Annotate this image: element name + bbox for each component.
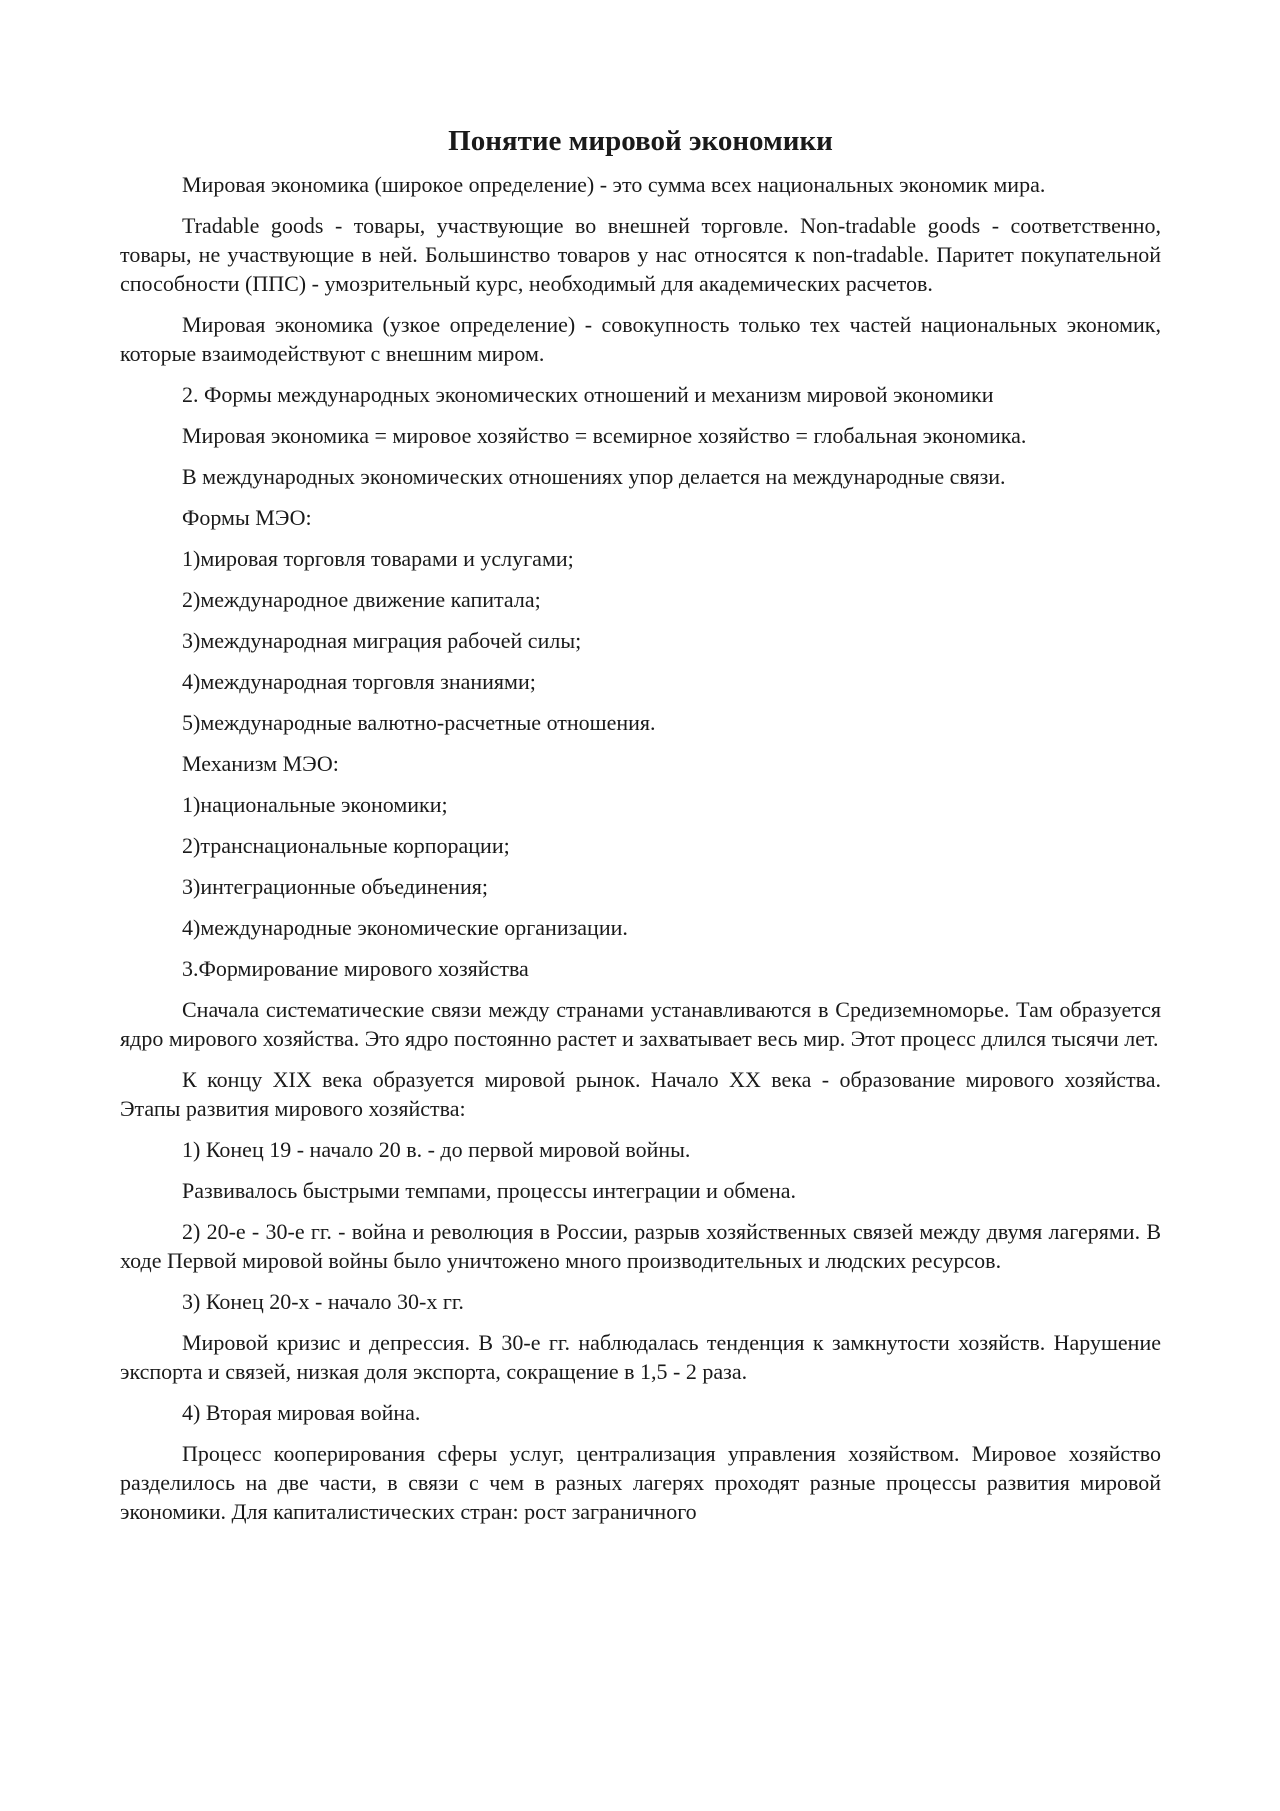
paragraph-world-economy-narrow: Мировая экономика (узкое определение) - совокупность только тех частей национальных экономик, которые взаимодействуют с внешним миром. [120, 312, 1161, 366]
paragraph-tradable-goods: Tradable goods - товары, участвующие во внешней торговле. Non-tradable goods - соответственно, товары, не участвующие в ней. Большинство товаров у нас относятся к non-tradable. Паритет покупательной способности (ППС) - умозрительный курс, необходимый для академических расчетов. [120, 213, 1161, 296]
document-title: Понятие мировой экономики [448, 125, 833, 157]
list-item: 1)мировая торговля товарами и услугами; [182, 546, 574, 571]
list-heading-forms: Формы МЭО: [182, 505, 312, 530]
list-item: 5)международные валютно-расчетные отношения. [182, 710, 656, 735]
stage-heading-4: 4) Вторая мировая война. [182, 1400, 421, 1425]
paragraph-equivalence: Мировая экономика = мировое хозяйство = всемирное хозяйство = глобальная экономика. [182, 423, 1027, 448]
stage-heading-1: 1) Конец 19 - начало 20 в. - до первой мировой войны. [182, 1137, 691, 1162]
list-item: 1)национальные экономики; [182, 792, 448, 817]
paragraph-world-market: К концу XIX века образуется мировой рынок. Начало XX века - образование мирового хозяйства. Этапы развития мирового хозяйства: [120, 1067, 1161, 1121]
stage-description-3: Мировой кризис и депрессия. В 30-е гг. наблюдалась тенденция к замкнутости хозяйств. Нарушение экспорта и связей, низкая доля экспорта, сокращение в 1,5 - 2 раза. [120, 1330, 1161, 1384]
section-heading-formation: 3.Формирование мирового хозяйства [182, 956, 529, 981]
list-item: 3)интеграционные объединения; [182, 874, 488, 899]
stage-heading-2: 2) 20-е - 30-е гг. - война и революция в России, разрыв хозяйственных связей между двумя лагерями. В ходе Первой мировой войны было уничтожено много производительных и людских ресурсов. [120, 1219, 1161, 1273]
paragraph-mediterranean: Сначала систематические связи между странами устанавливаются в Средиземноморье. Там образуется ядро мирового хозяйства. Это ядро постоянно растет и захватывает весь мир. Этот процесс длился тысячи лет. [120, 997, 1161, 1051]
document-page [120, 122, 1161, 1538]
list-item: 4)международные экономические организации. [182, 915, 628, 940]
paragraph-world-economy-broad: Мировая экономика (широкое определение) - это сумма всех национальных экономик мира. [182, 172, 1046, 197]
list-item: 3)международная миграция рабочей силы; [182, 628, 582, 653]
list-item: 4)международная торговля знаниями; [182, 669, 536, 694]
section-heading-forms: 2. Формы международных экономических отношений и механизм мировой экономики [182, 382, 994, 407]
list-heading-mechanism: Механизм МЭО: [182, 751, 339, 776]
stage-description-1: Развивалось быстрыми темпами, процессы интеграции и обмена. [182, 1178, 797, 1203]
stage-heading-3: 3) Конец 20-х - начало 30-х гг. [182, 1289, 464, 1314]
stage-description-4: Процесс кооперирования сферы услуг, централизация управления хозяйством. Мировое хозяйство разделилось на две части, в связи с чем в разных лагерях проходят разные процессы развития мировой экономики. Для капиталистических стран: рост заграничного [120, 1441, 1161, 1524]
paragraph-international-ties: В международных экономических отношениях упор делается на международные связи. [182, 464, 1006, 489]
list-item: 2)транснациональные корпорации; [182, 833, 510, 858]
list-item: 2)международное движение капитала; [182, 587, 541, 612]
